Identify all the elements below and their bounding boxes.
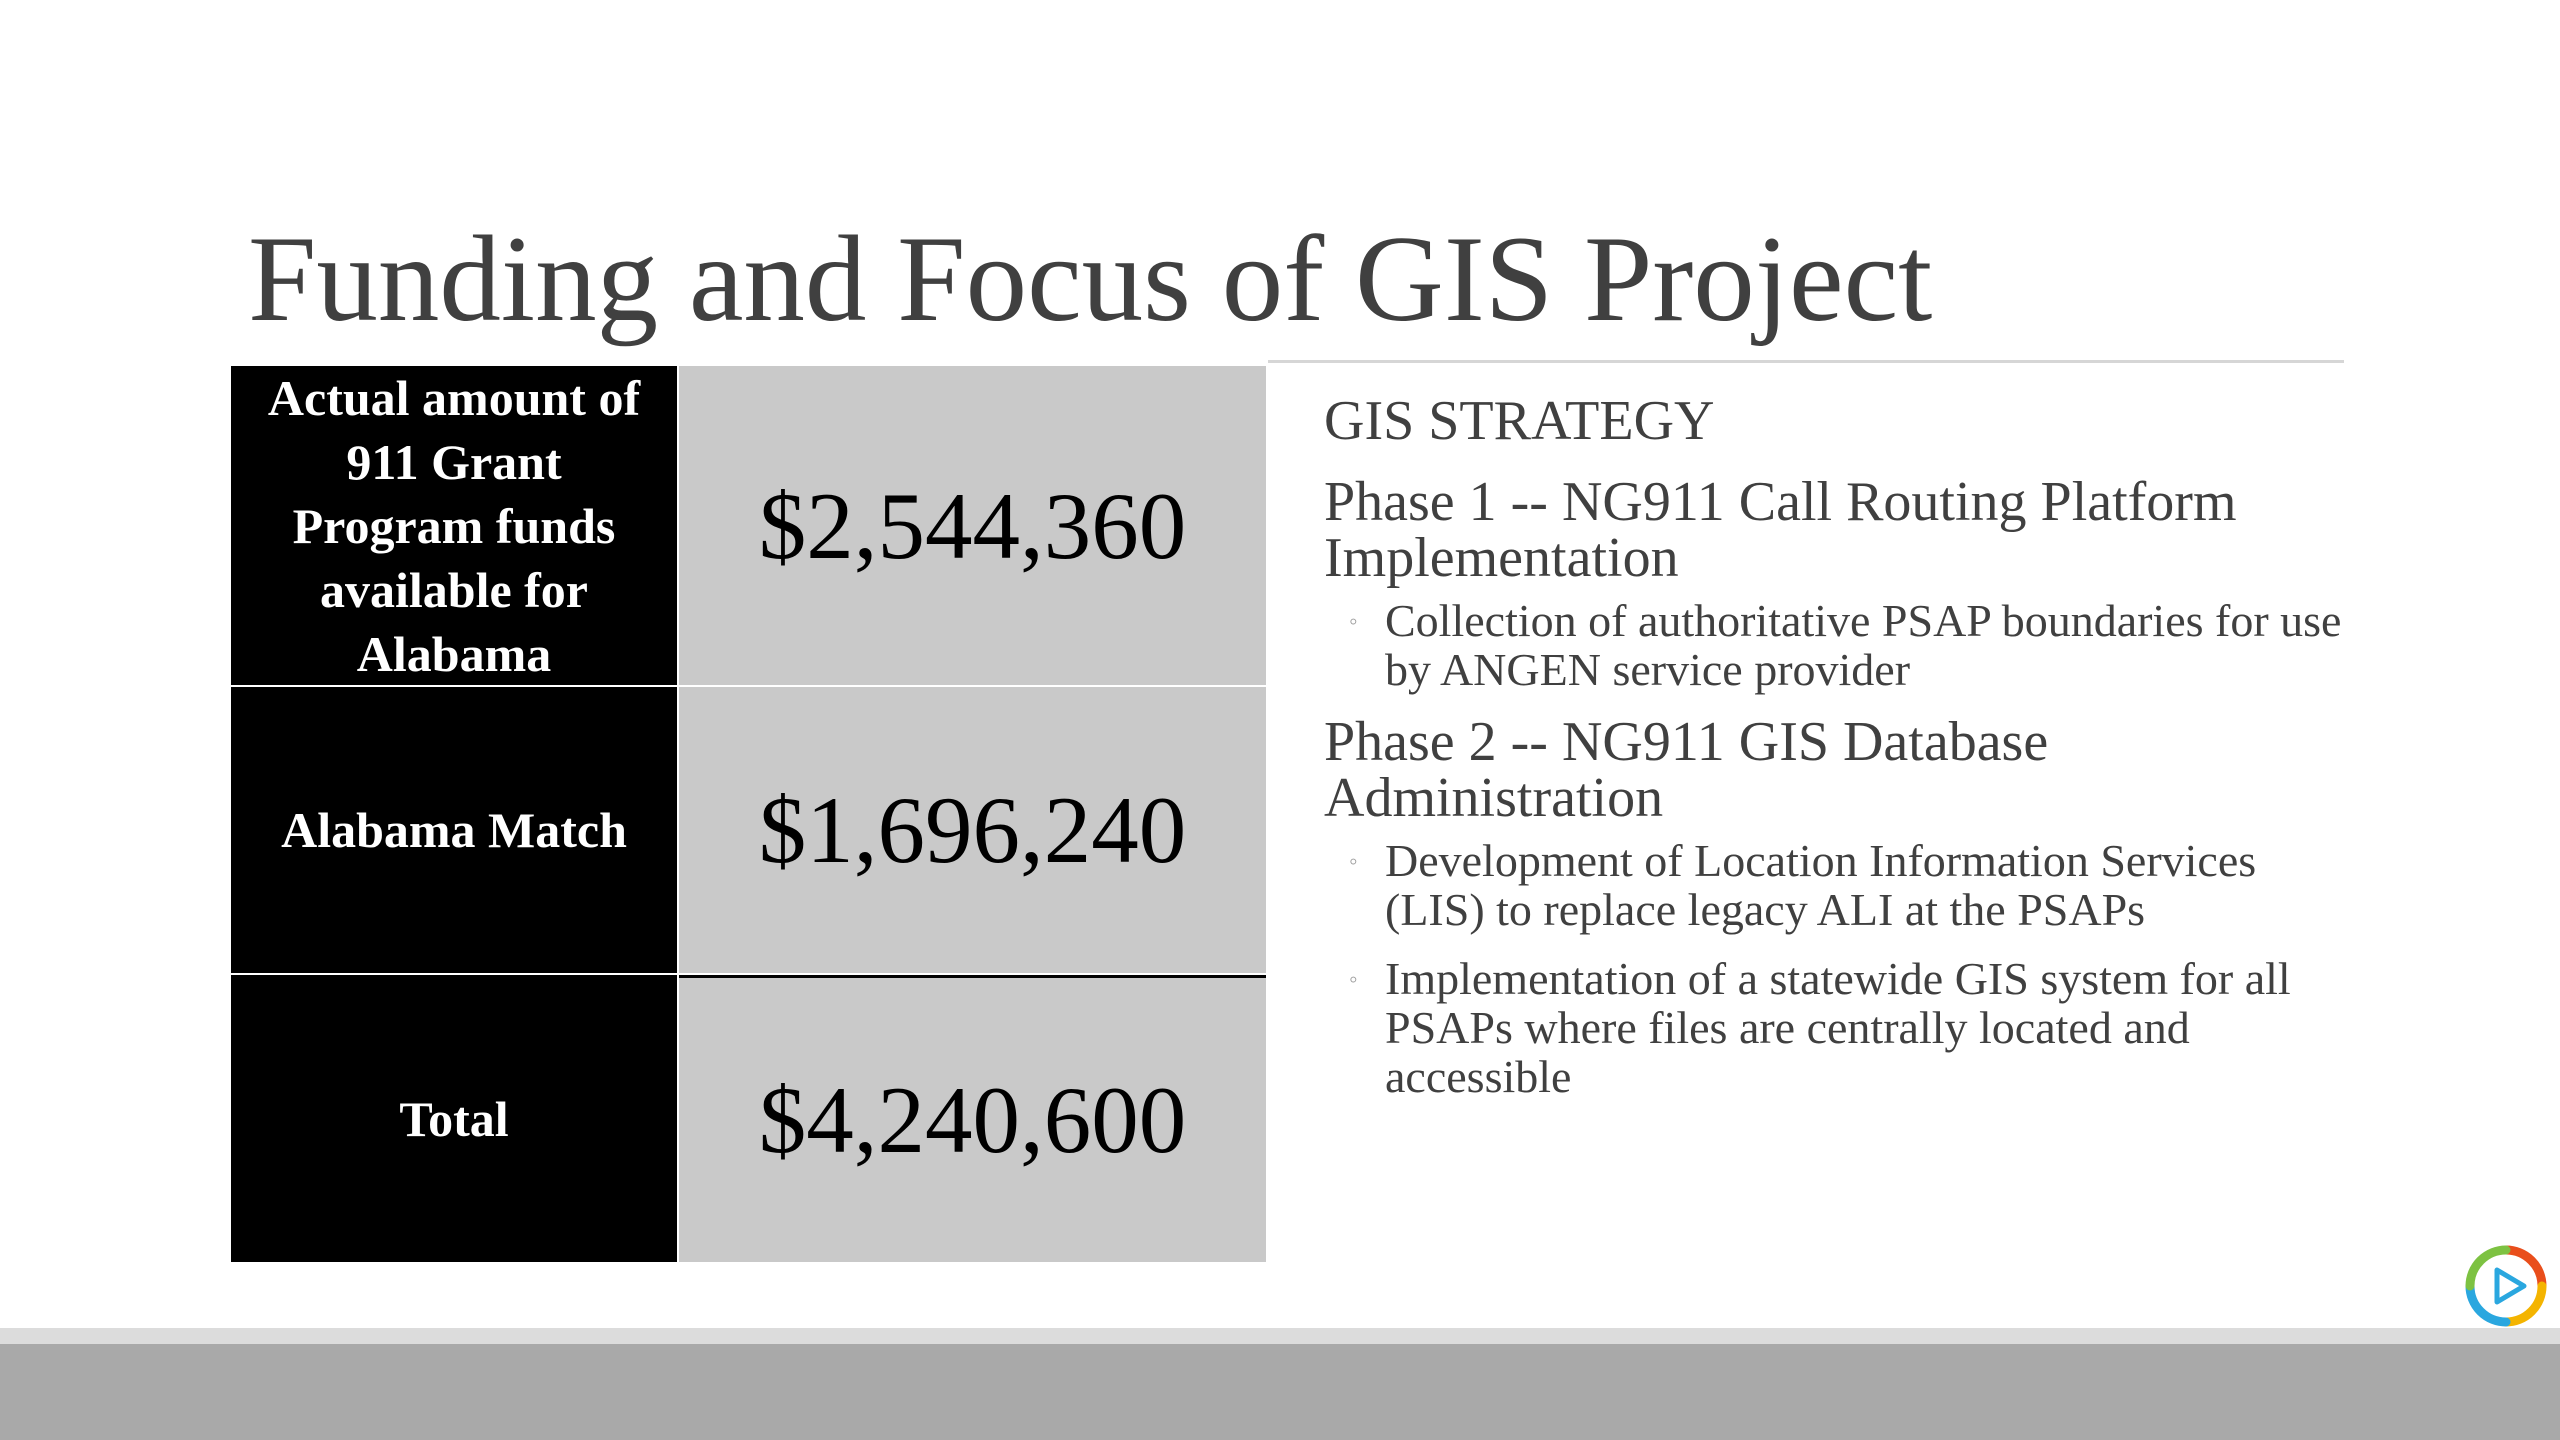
list-item <box>1324 836 2364 934</box>
footer-bar <box>0 1344 2560 1440</box>
total-value: $4,240,600 <box>679 975 1266 1262</box>
logo-play-shape <box>2497 1270 2524 1302</box>
bullet-circle-icon: ◦ <box>1349 609 1358 635</box>
slide-title: Funding and Focus of GIS Project <box>248 210 1933 347</box>
strategy-heading: GIS STRATEGY <box>1324 390 1715 452</box>
phase-1-title: Phase 1 -- NG911 Call Routing Platform Implementation <box>1324 471 2237 589</box>
bullet-text: Implementation of a statewide GIS system for all PSAPs where files are centrally located and accessible <box>1385 953 2291 1102</box>
phase-2 <box>1324 711 2364 1102</box>
total-label: Total <box>231 975 677 1262</box>
grant-funds-label: Actual amount of 911 Grant Program funds available for Alabama <box>231 366 677 685</box>
phase-2-bullets <box>1324 836 2364 1101</box>
bullet-circle-icon: ◦ <box>1349 967 1358 993</box>
phase-1-bullets <box>1324 596 2364 694</box>
alabama-match-value: $1,696,240 <box>679 687 1266 973</box>
bullet-circle-icon: ◦ <box>1349 849 1358 875</box>
funding-table <box>231 366 1266 1262</box>
alabama-match-label: Alabama Match <box>231 687 677 973</box>
list-item <box>1324 954 2364 1101</box>
phase-2-title: Phase 2 -- NG911 GIS Database Administration <box>1324 711 2049 829</box>
bullet-text: Development of Location Information Services (LIS) to replace legacy ALI at the PSAPs <box>1385 835 2257 935</box>
title-divider <box>1268 360 2344 363</box>
presentation-logo-icon <box>2464 1244 2548 1328</box>
footer-stripe <box>0 1328 2560 1344</box>
grant-funds-value: $2,544,360 <box>679 366 1266 685</box>
list-item <box>1324 596 2364 694</box>
strategy-section <box>1324 380 2364 1121</box>
phase-1 <box>1324 471 2364 695</box>
bullet-text: Collection of authoritative PSAP boundaries for use by ANGEN service provider <box>1385 595 2342 695</box>
